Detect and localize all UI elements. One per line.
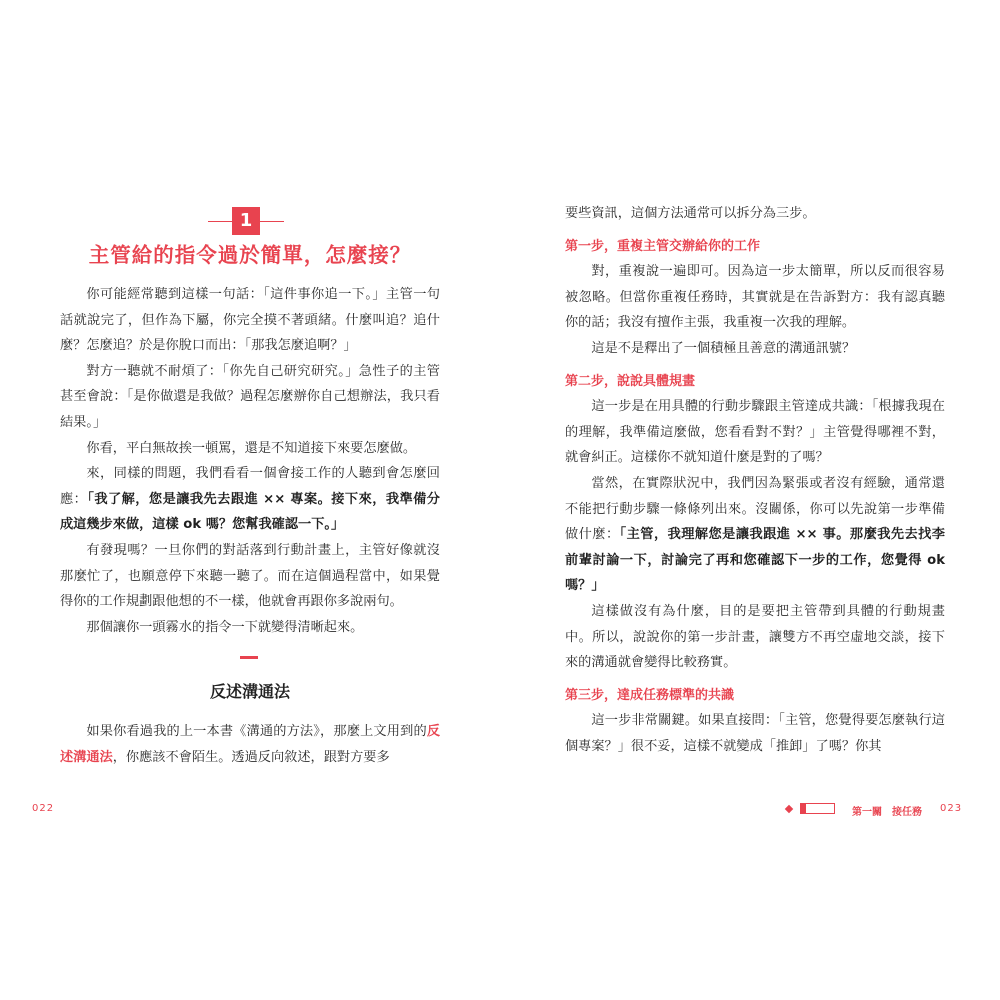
step-heading: 第二步，說說具體規畫 bbox=[565, 373, 696, 389]
emphasis-text: 「我了解，您是讓我先去跟進 ×× 專案。接下來，我準備分成這幾步來做，這樣 ok 嗎？您幫我確認一下。」 bbox=[60, 491, 440, 533]
text-run: 這一步非常關鍵。如果直接問：「主管，您覺得要怎麼執行這個專案？」很不妥，這樣不就變成「推卸」了嗎？你其 bbox=[565, 713, 945, 754]
chapter-title: 主管給的指令過於簡單，怎麼接？ bbox=[88, 243, 412, 267]
text-run: 那個讓你一頭霧水的指令一下就變得清晰起來。 bbox=[86, 619, 364, 635]
section-dash bbox=[240, 656, 258, 659]
text-run: 對方一聽就不耐煩了：「你先自己研究研究。」急性子的主管甚至會說：「是你做還是我做？過程怎麼辦你自己想辦法，我只看結果。」 bbox=[60, 363, 440, 430]
footer-diamond-icon bbox=[785, 805, 793, 813]
highlight-term: 反述溝通法 bbox=[60, 724, 440, 765]
paragraph bbox=[565, 259, 945, 336]
paragraph bbox=[565, 708, 945, 759]
text-run: 對，重複說一遍即可。因為這一步太簡單，所以反而很容易被忽略。但當你重複任務時，其實就是在告訴對方：我有認真聽你的話；我沒有擅作主張，我重複一次我的理解。 bbox=[565, 264, 945, 331]
text-run: 你可能經常聽到這樣一句話：「這件事你追一下。」主管一句話就說完了，但作為下屬，你完全摸不著頭緒。什麼叫追？追什麼？怎麼追？於是你脫口而出：「那我怎麼追啊？」 bbox=[60, 287, 440, 354]
right-body-text bbox=[565, 201, 945, 759]
chapter-progress-bar bbox=[800, 803, 835, 814]
paragraph bbox=[565, 394, 945, 471]
paragraph bbox=[60, 436, 440, 462]
section-body-text bbox=[60, 719, 440, 770]
text-run: 如果你看過我的上一本書《溝通的方法》，那麼上文用到的 bbox=[86, 724, 427, 739]
paragraph bbox=[60, 615, 440, 641]
paragraph bbox=[60, 719, 440, 770]
paragraph bbox=[60, 282, 440, 359]
step-heading: 第一步，重複主管交辦給你的工作 bbox=[565, 238, 761, 254]
right-page-number: 023 bbox=[940, 803, 963, 814]
paragraph bbox=[60, 461, 440, 538]
text-run: 有發現嗎？一旦你們的對話落到行動計畫上，主管好像就沒那麼忙了，也願意停下來聽一聽了。而在這個過程當中，如果覺得你的工作規劃跟他想的不一樣，他就會再跟你多說兩句。 bbox=[60, 542, 440, 610]
text-run: 你看，平白無故挨一頓罵，還是不知道接下來要怎麼做。 bbox=[86, 440, 417, 456]
section-title: 反述溝通法 bbox=[209, 682, 290, 701]
paragraph: 要些資訊，這個方法通常可以拆分為三步。 bbox=[565, 206, 816, 221]
text-run: 這一步是在用具體的行動步驟跟主管達成共識：「根據我現在的理解，我準備這麼做，您看看對不對？」主管覺得哪裡不對，就會糾正。這樣你不就知道什麼是對的了嗎？ bbox=[565, 399, 945, 466]
paragraph bbox=[565, 599, 945, 676]
left-body-text bbox=[60, 282, 440, 640]
text-run: 這是不是釋出了一個積極且善意的溝通訊號？ bbox=[591, 340, 856, 356]
left-page-number: 022 bbox=[32, 803, 55, 814]
paragraph bbox=[60, 359, 440, 436]
chapter-number-badge: 1 bbox=[232, 207, 260, 235]
paragraph bbox=[60, 538, 440, 615]
text-run: 當然，在實際狀況中，我們因為緊張或者沒有經驗，通常還不能把行動步驟一條條列出來。沒關係，你可以先說第一步準備做什麼： bbox=[565, 475, 945, 543]
text-run: ，你應該不會陌生。透過反向敘述，跟對方要多 bbox=[112, 749, 390, 765]
paragraph bbox=[565, 336, 945, 362]
step-heading: 第三步，達成任務標準的共識 bbox=[565, 687, 735, 703]
footer-chapter-label: 第一關 接任務 bbox=[852, 807, 922, 818]
text-run: 這樣做沒有為什麼，目的是要把主管帶到具體的行動規畫中。所以，說說你的第一步計畫，讓雙方不再空虛地交談，接下來的溝通就會變得比較務實。 bbox=[565, 603, 945, 671]
paragraph bbox=[565, 471, 945, 599]
text-run: 來，同樣的問題，我們看看一個會接工作的人聽到會怎麼回應： bbox=[60, 466, 440, 507]
emphasis-text: 「主管，我理解您是讓我跟進 ×× 事。那麼我先去找李前輩討論一下，討論完了再和您確認下一步的工作，您覺得 ok 嗎？」 bbox=[565, 527, 945, 594]
